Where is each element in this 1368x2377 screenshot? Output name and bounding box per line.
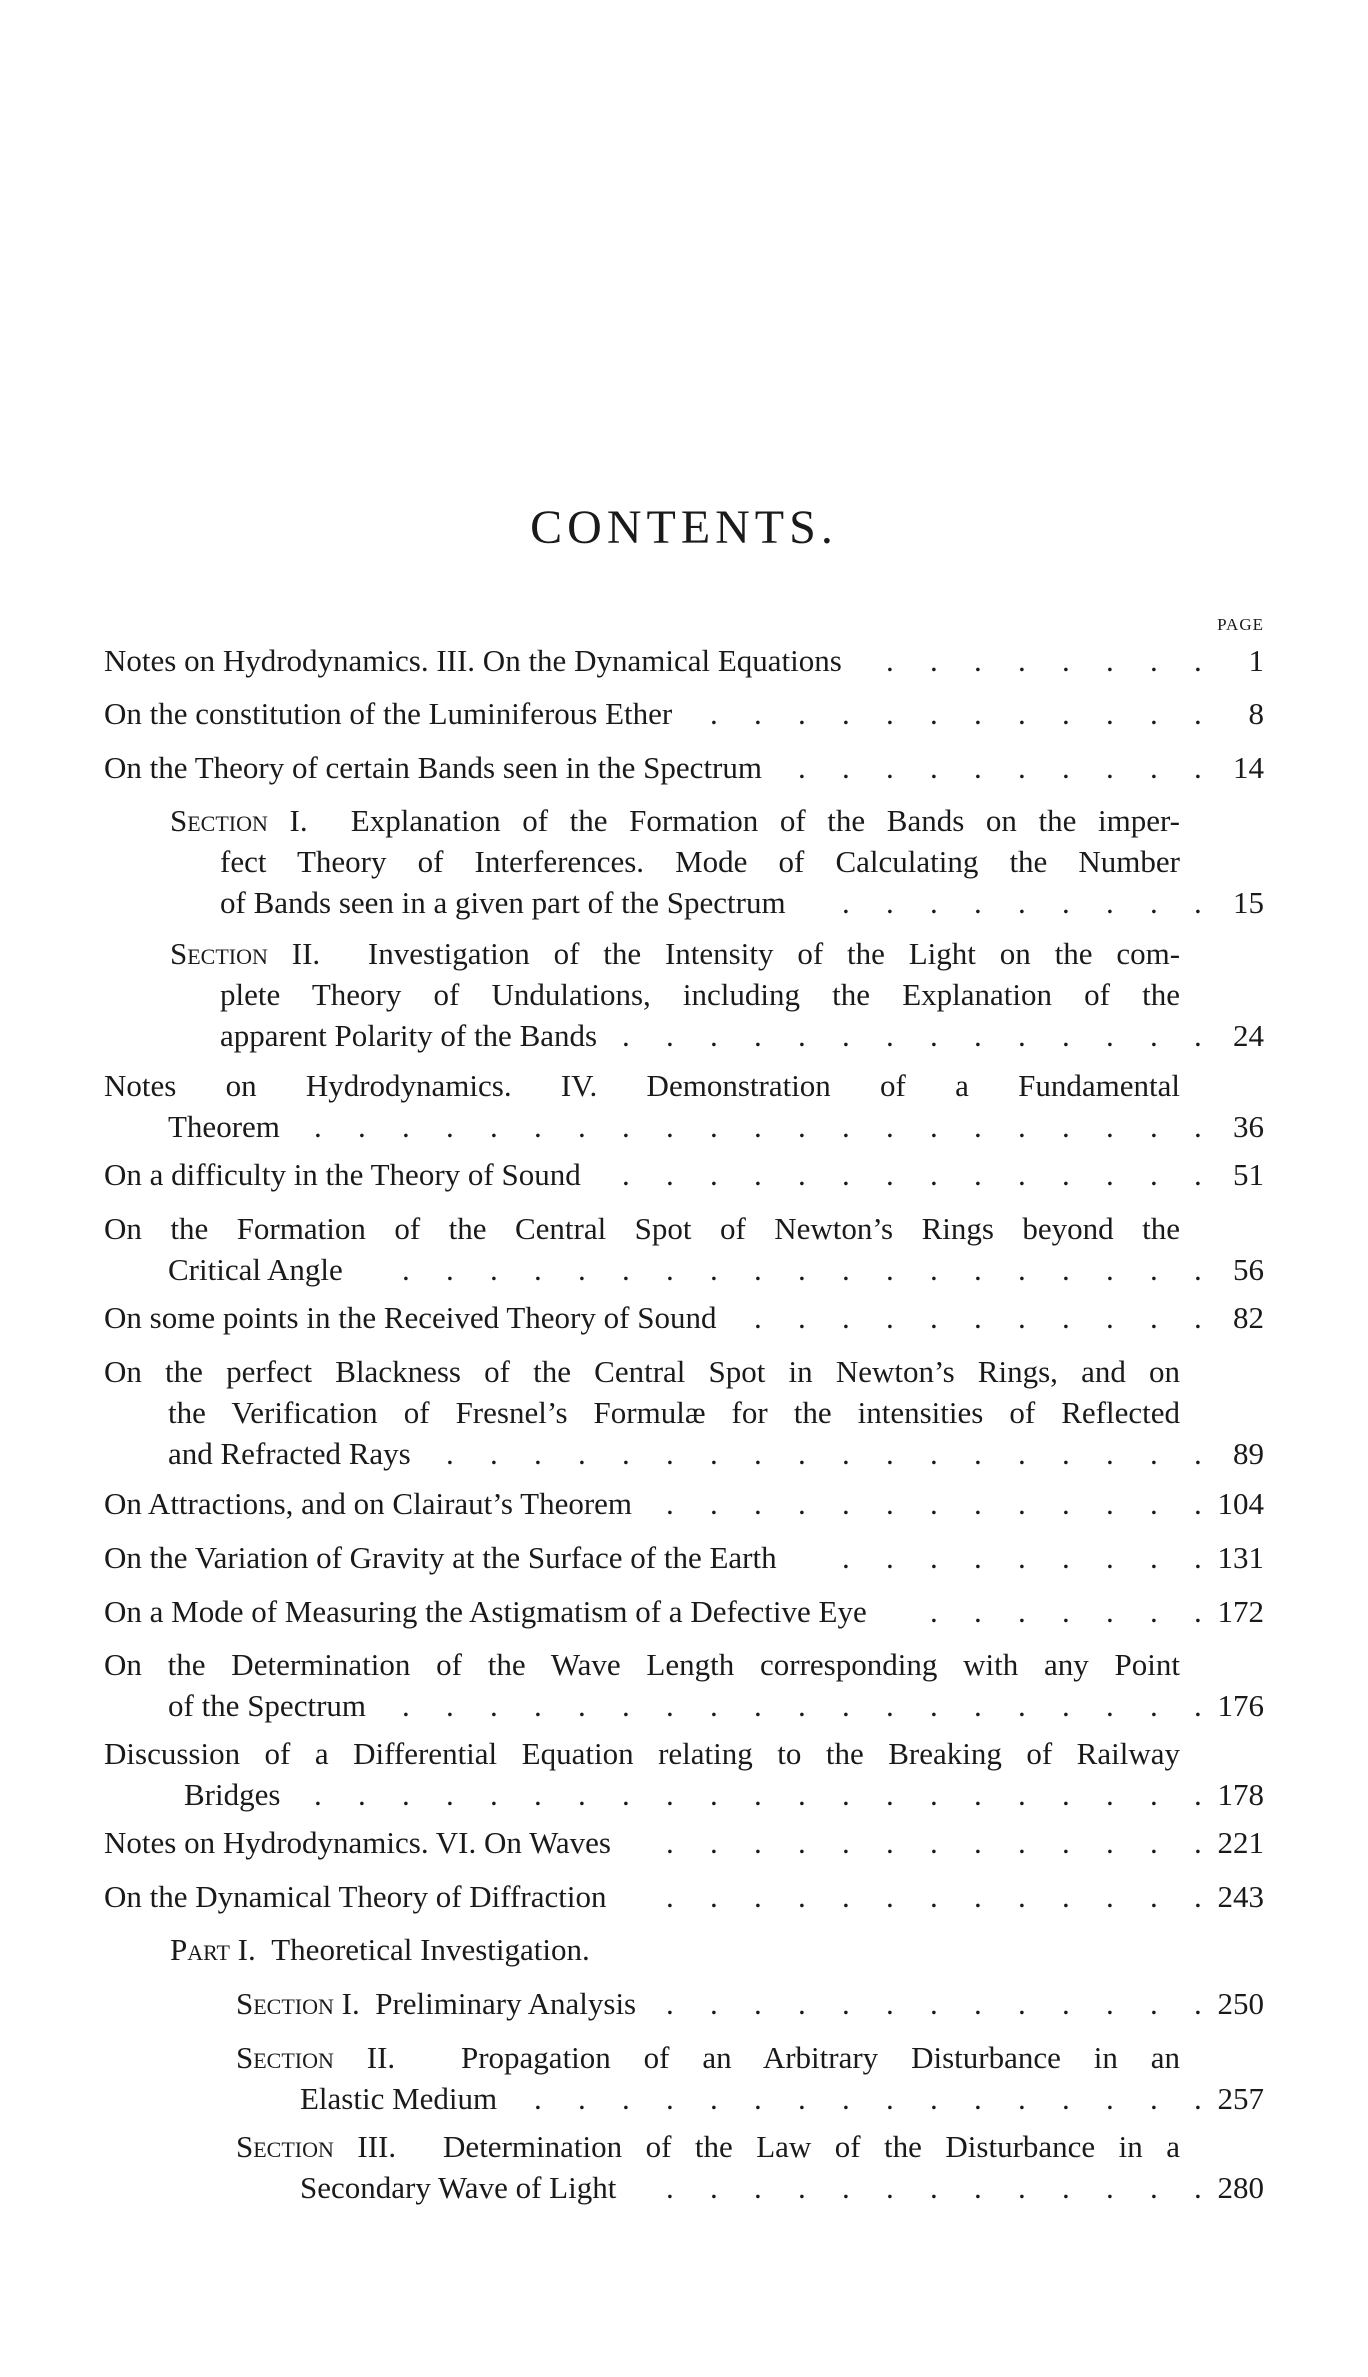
page-number: 257 bbox=[1217, 2081, 1264, 2116]
toc-entry-text: Propagation of an Arbitrary Disturbance in an bbox=[460, 2040, 1181, 2075]
page-number: 131 bbox=[1217, 1540, 1264, 1575]
toc-entry-text: On the perfect Blackness of the Central Spot in Newton’s Rings, and on bbox=[104, 1354, 1180, 1389]
toc-entry: On some points in the Received Theory of Sound 82 . . . . . . . . . . . bbox=[104, 1297, 1264, 1338]
toc-entry-line bbox=[168, 1433, 411, 1474]
toc-entry-line bbox=[104, 1876, 606, 1917]
toc-entry: On a Mode of Measuring the Astigmatism of a Defective Eye 172 . . . . . . . bbox=[104, 1591, 1264, 1632]
toc-entry-line bbox=[104, 1644, 1180, 1685]
toc-entry-text: Notes on Hydrodynamics. III. On the Dynamical Equations bbox=[104, 643, 842, 678]
toc-entry-line bbox=[236, 2037, 1180, 2078]
page-title: CONTENTS. bbox=[530, 501, 838, 554]
toc-entry-line bbox=[104, 1208, 1180, 1249]
toc-entry: Section II. Investigation of the Intensity of the Light on the com- plete Theory of Undulations, including the Explanation of the apparent Polarity of the Bands 24 . . . . . . . . . . . . . . bbox=[170, 933, 1264, 1056]
toc-entry: On the Dynamical Theory of Diffraction 243 . . . . . . . . . . . . . bbox=[104, 1876, 1264, 1917]
page-number: 178 bbox=[1217, 1777, 1264, 1812]
page-number: 89 bbox=[1233, 1436, 1264, 1471]
page-number: 280 bbox=[1217, 2170, 1264, 2205]
toc-entry-text: fect Theory of Interferences. Mode of Calculating the Number bbox=[220, 844, 1180, 879]
toc-entry-line bbox=[168, 1249, 343, 1290]
toc-entry: Notes on Hydrodynamics. III. On the Dynamical Equations 1 . . . . . . . . bbox=[104, 640, 1264, 681]
toc-entry: On the perfect Blackness of the Central Spot in Newton’s Rings, and on the Verification of Fresnel’s Formulæ for the intensities of Reflected and Refracted Rays 89 . . . . . . . . . . . . . . . . . . bbox=[104, 1351, 1264, 1474]
page-number: 82 bbox=[1233, 1300, 1264, 1335]
toc-entry-line bbox=[220, 1015, 597, 1056]
page-number: 250 bbox=[1217, 1986, 1264, 2021]
toc-entry-line bbox=[220, 841, 1180, 882]
page-number: 221 bbox=[1217, 1825, 1264, 1860]
toc-entry-line bbox=[220, 974, 1180, 1015]
toc-entry-text: On the Dynamical Theory of Diffraction bbox=[104, 1879, 607, 1914]
toc-entry-line bbox=[104, 747, 762, 788]
toc-entry-text: plete Theory of Undulations, including the Explanation of the bbox=[220, 977, 1180, 1012]
toc-section-label: Section I. bbox=[170, 803, 308, 838]
toc-section-label: Section II. bbox=[236, 2040, 396, 2075]
page-column-label: PAGE bbox=[1217, 615, 1264, 634]
toc-entry bbox=[170, 1929, 1264, 1970]
page-number: 243 bbox=[1217, 1879, 1264, 1914]
page-number: 36 bbox=[1233, 1109, 1264, 1144]
toc-entry-line bbox=[170, 933, 1180, 974]
toc-entry-text: Critical Angle bbox=[168, 1252, 343, 1287]
toc-entry-line bbox=[220, 882, 786, 923]
toc-entry-text: Theoretical Investigation. bbox=[271, 1932, 590, 1967]
page-number: 8 bbox=[1248, 696, 1264, 731]
toc-entry: Section I. Preliminary Analysis 250 . . . . . . . . . . . . . bbox=[236, 1983, 1264, 2024]
toc-entry-line bbox=[300, 2078, 497, 2119]
page-number: 1 bbox=[1248, 643, 1264, 678]
toc-entry-line bbox=[300, 2167, 616, 2208]
toc-section-label: Section II. bbox=[170, 936, 321, 971]
toc-entry: On Attractions, and on Clairaut’s Theorem 104 . . . . . . . . . . . . . bbox=[104, 1483, 1264, 1524]
page-number: 15 bbox=[1233, 885, 1264, 920]
toc-entry-line bbox=[236, 2126, 1180, 2167]
toc-entry-text: Theorem bbox=[168, 1109, 280, 1144]
toc-entry: Discussion of a Differential Equation relating to the Breaking of Railway Bridges 178 . . . . . . . . . . . . . . . . . . . . . bbox=[104, 1733, 1264, 1815]
toc-entry-text: Preliminary Analysis bbox=[375, 1986, 637, 2021]
toc-entry-line bbox=[168, 1392, 1180, 1433]
toc-entry: On the constitution of the Luminiferous Ether 8 . . . . . . . . . . . . bbox=[104, 693, 1264, 734]
toc-entry-line bbox=[104, 1351, 1180, 1392]
toc-entry-line bbox=[104, 1537, 777, 1578]
toc-entry-line bbox=[104, 640, 842, 681]
toc-entry-line bbox=[104, 1065, 1180, 1106]
toc-entry-line bbox=[104, 693, 672, 734]
toc-entry-line bbox=[104, 1822, 611, 1863]
page-number: 14 bbox=[1233, 750, 1264, 785]
toc-entry-text: Determination of the Law of the Disturbance in a bbox=[443, 2129, 1180, 2164]
page-number: 104 bbox=[1217, 1486, 1264, 1521]
toc-entry-line bbox=[184, 1774, 280, 1815]
toc-entry-line bbox=[104, 1733, 1180, 1774]
toc-entry-text: Discussion of a Differential Equation relating to the Breaking of Railway bbox=[104, 1736, 1180, 1771]
toc-entry-text: Secondary Wave of Light bbox=[300, 2170, 617, 2205]
toc-entry: On the Theory of certain Bands seen in the Spectrum 14 . . . . . . . . . . bbox=[104, 747, 1264, 788]
page-number: 24 bbox=[1233, 1018, 1264, 1053]
toc-entry-line bbox=[168, 1106, 280, 1147]
toc-entry-line bbox=[104, 1483, 632, 1524]
toc-entry-text: On a Mode of Measuring the Astigmatism of a Defective Eye bbox=[104, 1594, 867, 1629]
toc-entry: On the Formation of the Central Spot of Newton’s Rings beyond the Critical Angle 56 . . . . . . . . . . . . . . . . . . . bbox=[104, 1208, 1264, 1290]
toc-entry-line bbox=[170, 1929, 590, 1970]
toc-entry-text: Notes on Hydrodynamics. VI. On Waves bbox=[104, 1825, 611, 1860]
toc-entry-text: On Attractions, and on Clairaut’s Theorem bbox=[104, 1486, 633, 1521]
toc-entry: Section I. Explanation of the Formation of the Bands on the imper- fect Theory of Interferences. Mode of Calculating the Number of Bands seen in a given part of the Spectrum 15 . . . . . . . . . bbox=[170, 800, 1264, 923]
toc-entry-text: of the Spectrum bbox=[168, 1688, 367, 1723]
toc-entry: On the Variation of Gravity at the Surface of the Earth 131 . . . . . . . . . bbox=[104, 1537, 1264, 1578]
toc-entry: Section III. Determination of the Law of the Disturbance in a Secondary Wave of Light 280 . . . . . . . . . . . . . bbox=[236, 2126, 1264, 2208]
toc-entry: On the Determination of the Wave Length corresponding with any Point of the Spectrum 176 . . . . . . . . . . . . . . . . . . . bbox=[104, 1644, 1264, 1726]
toc-entry-text: On the Determination of the Wave Length corresponding with any Point bbox=[104, 1647, 1180, 1682]
toc-section-label: Part I. bbox=[170, 1932, 256, 1967]
page-number: 56 bbox=[1233, 1252, 1264, 1287]
toc-entry-text: Elastic Medium bbox=[300, 2081, 498, 2116]
page-number: 172 bbox=[1217, 1594, 1264, 1629]
toc-entry-text: of Bands seen in a given part of the Spectrum bbox=[220, 885, 786, 920]
page-number: 176 bbox=[1217, 1688, 1264, 1723]
toc-entry-text: apparent Polarity of the Bands bbox=[220, 1018, 598, 1053]
toc-entry-line bbox=[104, 1297, 716, 1338]
toc-entry-text: On a difficulty in the Theory of Sound bbox=[104, 1157, 581, 1192]
toc-entry: On a difficulty in the Theory of Sound 51 . . . . . . . . . . . . . . bbox=[104, 1154, 1264, 1195]
toc-section-label: Section I. bbox=[236, 1986, 360, 2021]
toc-entry-text: On the Theory of certain Bands seen in the Spectrum bbox=[104, 750, 762, 785]
toc-entry-text: Bridges bbox=[184, 1777, 281, 1812]
toc-entry-text: On the Formation of the Central Spot of Newton’s Rings beyond the bbox=[104, 1211, 1180, 1246]
toc-section-label: Section III. bbox=[236, 2129, 397, 2164]
toc-entry: Section II. Propagation of an Arbitrary Disturbance in an Elastic Medium 257 . . . . . . . . . . . . . . . . bbox=[236, 2037, 1264, 2119]
toc-entry-text: Investigation of the Intensity of the Light on the com- bbox=[367, 936, 1181, 971]
toc-entry-text: and Refracted Rays bbox=[168, 1436, 411, 1471]
toc-entry-line bbox=[168, 1685, 366, 1726]
toc-entry-text: On the constitution of the Luminiferous Ether bbox=[104, 696, 673, 731]
toc-entry-text: the Verification of Fresnel’s Formulæ for the intensities of Reflected bbox=[168, 1395, 1180, 1430]
toc-entry-text: On the Variation of Gravity at the Surface of the Earth bbox=[104, 1540, 777, 1575]
toc-entry-line bbox=[104, 1591, 867, 1632]
toc-entry-line bbox=[104, 1154, 581, 1195]
toc-entry: Notes on Hydrodynamics. IV. Demonstration of a Fundamental Theorem 36 . . . . . . . . . . . . . . . . . . . . . bbox=[104, 1065, 1264, 1147]
toc-entry-text: Notes on Hydrodynamics. IV. Demonstration of a Fundamental bbox=[104, 1068, 1180, 1103]
toc-entry-line bbox=[170, 800, 1180, 841]
toc-entry: Notes on Hydrodynamics. VI. On Waves 221 . . . . . . . . . . . . . bbox=[104, 1822, 1264, 1863]
toc-entry-text: Explanation of the Formation of the Bands on the imper- bbox=[350, 803, 1180, 838]
page-number: 51 bbox=[1233, 1157, 1264, 1192]
toc-entry-line bbox=[236, 1983, 636, 2024]
toc-entry-text: On some points in the Received Theory of Sound bbox=[104, 1300, 717, 1335]
